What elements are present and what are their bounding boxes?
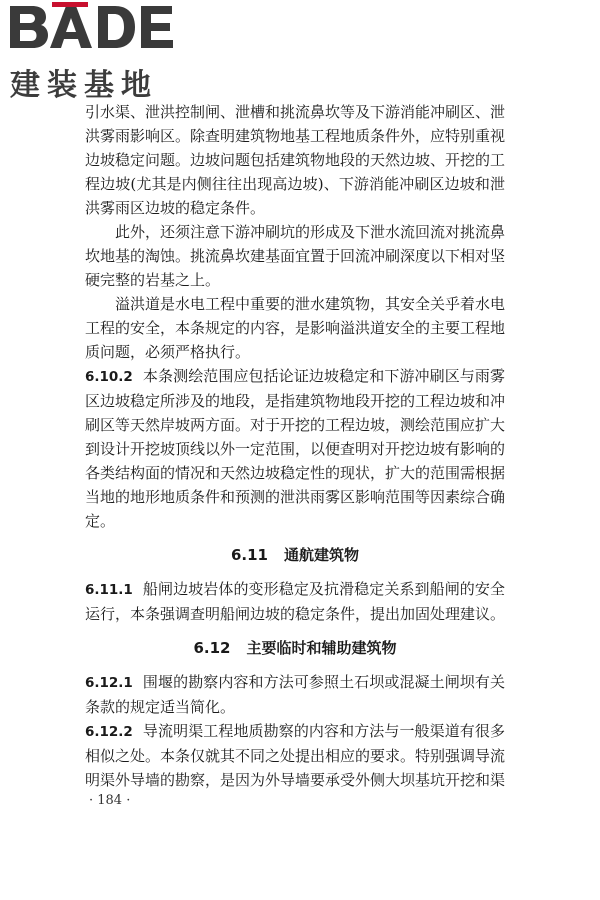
clause-text: 本条测绘范围应包括论证边坡稳定和下游冲刷区与雨雾区边坡稳定所涉及的地段，是指建筑物地段开挖的工程边坡和冲刷区等天然岸坡两方面。对于开挖的工程边坡，测绘范围应扩大到设计开挖坡顶线以外一定范围，以便查明对开挖边坡有影响的各类结构面的情况和天然边坡稳定性的现状，扩大的范围需根据当地的地形地质条件和预测的泄洪雨雾区影响范围等因素综合确定。 bbox=[85, 367, 506, 530]
page-number: · 184 · bbox=[89, 793, 131, 808]
clause-number: 6.11.1 bbox=[85, 582, 133, 598]
section-heading-6-11 bbox=[85, 543, 505, 567]
paragraph-continued: 引水渠、泄洪控制闸、泄槽和挑流鼻坎等及下游消能冲刷区、泄洪雾雨影响区。除查明建筑物地基工程地质条件外，应特别重视边坡稳定问题。边坡问题包括建筑物地段的天然边坡、开挖的工程边坡(尤其是内侧往往出现高边坡)、下游消能冲刷区边坡和泄洪雾雨区边坡的稳定条件。 bbox=[85, 103, 506, 217]
clause-6-11-1 bbox=[85, 577, 505, 626]
paragraph: 溢洪道是水电工程中重要的泄水建筑物，其安全关乎着水电工程的安全，本条规定的内容，是影响溢洪道安全的主要工程地质问题，必须严格执行。 bbox=[85, 295, 506, 361]
section-number: 6.12 bbox=[193, 639, 231, 657]
logo-subtitle: 建装基地 bbox=[10, 68, 158, 103]
clause-6-12-1 bbox=[85, 670, 505, 719]
clause-text: 导流明渠工程地质勘察的内容和方法与一般渠道有很多相似之处。本条仅就其不同之处提出相应的要求。特别强调导流明渠外导墙的勘察，是因为外导墙要承受外侧大坝基坑开挖和渠 bbox=[85, 722, 506, 789]
clause-text: 船闸边坡岩体的变形稳定及抗滑稳定关系到船闸的安全运行，本条强调查明船闸边坡的稳定条件，提出加固处理建议。 bbox=[85, 580, 506, 623]
bade-logo-icon bbox=[8, 2, 178, 60]
section-number: 6.11 bbox=[230, 546, 268, 564]
section-title: 主要临时和辅助建筑物 bbox=[246, 639, 397, 657]
clause-number: 6.12.2 bbox=[85, 724, 133, 740]
clause-number: 6.12.1 bbox=[85, 675, 133, 691]
clause-6-12-2 bbox=[85, 719, 505, 792]
section-heading-6-12 bbox=[85, 636, 505, 660]
page-body bbox=[85, 100, 505, 792]
clause-number: 6.10.2 bbox=[85, 369, 133, 385]
section-title: 通航建筑物 bbox=[284, 546, 360, 564]
clause-text: 围堰的勘察内容和方法可参照土石坝或混凝土闸坝有关条款的规定适当简化。 bbox=[85, 673, 505, 716]
clause-6-10-2 bbox=[85, 364, 505, 533]
publisher-logo bbox=[8, 2, 178, 103]
paragraph: 此外，还须注意下游冲刷坑的形成及下泄水流回流对挑流鼻坎地基的淘蚀。挑流鼻坎建基面宜置于回流冲刷深度以下相对坚硬完整的岩基之上。 bbox=[85, 223, 506, 289]
